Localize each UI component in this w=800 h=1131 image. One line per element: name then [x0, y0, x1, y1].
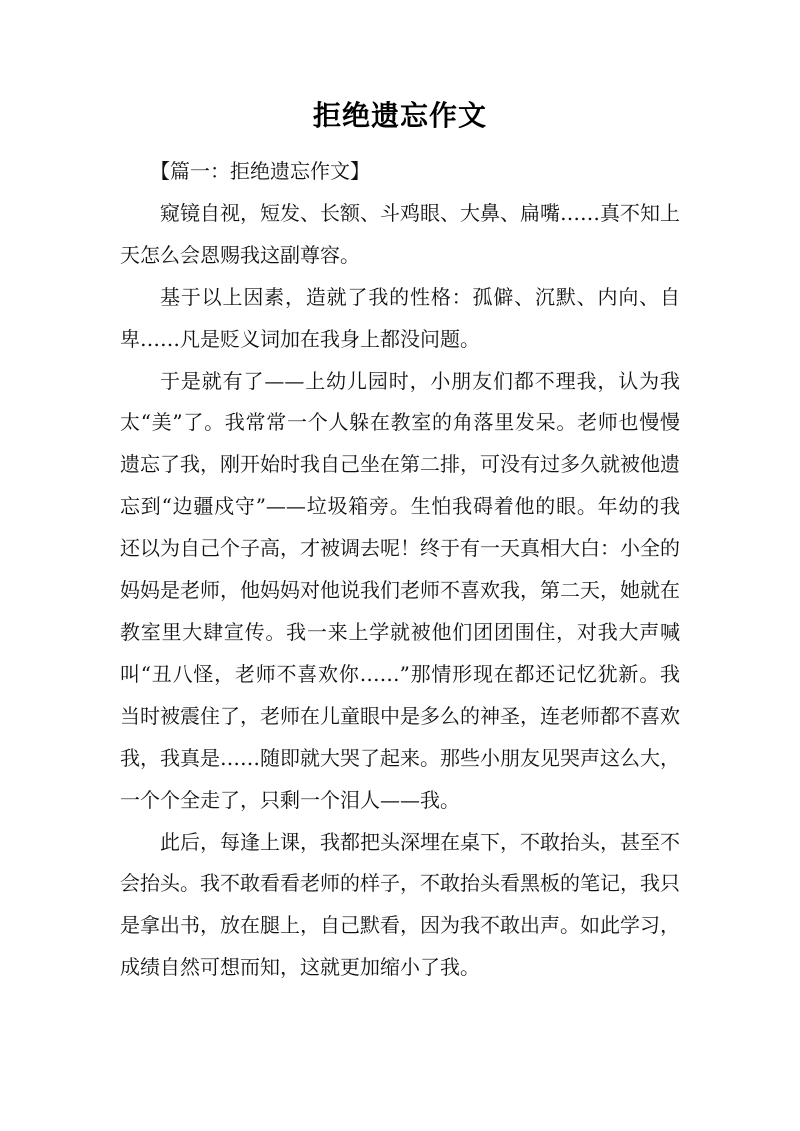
- paragraph: 基于以上因素，造就了我的性格：孤僻、沉默、内向、自卑……凡是贬义词加在我身上都没问题。: [120, 284, 680, 351]
- document-title: 拒绝遗忘作文: [312, 99, 487, 132]
- paragraph: 此后，每逢上课，我都把头深埋在桌下，不敢抬头，甚至不会抬头。我不敢看看老师的样子，不敢抬头看黑板的笔记，我只是拿出书，放在腿上，自己默看，因为我不敢出声。如此学习，成绩自然可想而知，这就更加缩小了我。: [120, 829, 680, 980]
- section-heading: 【篇一：拒绝遗忘作文】: [150, 159, 370, 183]
- paragraph: 窥镜自视，短发、长额、斗鸡眼、大鼻、扁嘴……真不知上天怎么会恩赐我这副尊容。: [120, 200, 680, 267]
- document-body: [120, 151, 680, 989]
- paragraph: 于是就有了——上幼儿园时，小朋友们都不理我，认为我太“美”了。我常常一个人躲在教室的角落里发呆。老师也慢慢遗忘了我，刚开始时我自己坐在第二排，可没有过多久就被他遗忘到“边疆戍守”——垃圾箱旁。生怕我碍着他的眼。年幼的我还以为自己个子高，才被调去呢！终于有一天真相大白：小全的妈妈是老师，他妈妈对他说我们老师不喜欢我，第二天，她就在教室里大肆宣传。我一来上学就被他们团团围住，对我大声喊叫“丑八怪，老师不喜欢你……”那情形现在都还记忆犹新。我当时被震住了，老师在儿童眼中是多么的神圣，连老师都不喜欢我，我真是……随即就大哭了起来。那些小朋友见哭声这么大，一个个全走了，只剩一个泪人——我。: [120, 368, 680, 812]
